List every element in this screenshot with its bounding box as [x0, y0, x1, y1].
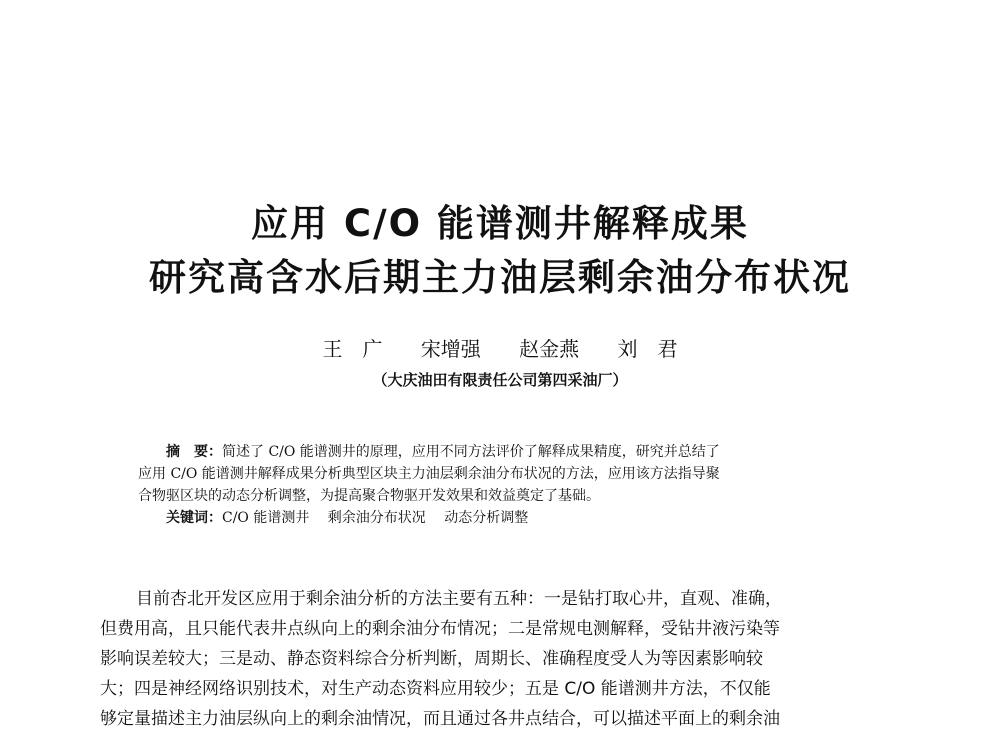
keywords-line	[138, 507, 864, 529]
abstract-block	[138, 441, 864, 529]
author-list	[0, 333, 1000, 362]
keywords-text: C/O 能谱测井 剩余油分布状况 动态分析调整	[222, 510, 529, 526]
author-name: 刘 君	[617, 337, 678, 361]
title-line-2: 研究高含水后期主力油层剩余油分布状况	[149, 256, 851, 299]
body-line: 大；四是神经网络识别技术，对生产动态资料应用较少；五是 C/O 能谱测井方法，不仅能	[100, 679, 771, 699]
body-line: 但费用高，且只能代表井点纵向上的剩余油分布情况；二是常规电测解释，受钻井液污染等	[100, 619, 780, 639]
affiliation: （大庆油田有限责任公司第四采油厂）	[372, 371, 628, 389]
abstract-label: 摘 要：	[166, 444, 222, 460]
title-line-1: 应用 C/O 能谱测井解释成果	[251, 202, 749, 245]
author-name: 宋增强	[420, 337, 481, 361]
abstract-line	[138, 441, 864, 463]
body-text	[100, 584, 890, 734]
abstract-text: 简述了 C/O 能谱测井的原理，应用不同方法评价了解释成果精度，研究并总结了	[222, 444, 720, 460]
author-name: 赵金燕	[519, 337, 580, 361]
abstract-line: 应用 C/O 能谱测井解释成果分析典型区块主力油层剩余油分布状况的方法，应用该方法指导聚	[138, 466, 720, 482]
abstract-line: 合物驱区块的动态分析调整，为提高聚合物驱开发效果和效益奠定了基础。	[138, 488, 600, 504]
keywords-label: 关键词：	[166, 510, 222, 526]
body-line: 影响误差较大；三是动、静态资料综合分析判断，周期长、准确程度受人为等因素影响较	[100, 649, 763, 669]
author-name: 王 广	[322, 337, 383, 361]
body-line: 够定量描述主力油层纵向上的剩余油情况，而且通过各井点结合，可以描述平面上的剩余油	[100, 709, 780, 729]
body-line: 目前杏北开发区应用于剩余油分析的方法主要有五种：一是钻打取心井，直观、准确，	[136, 589, 782, 609]
